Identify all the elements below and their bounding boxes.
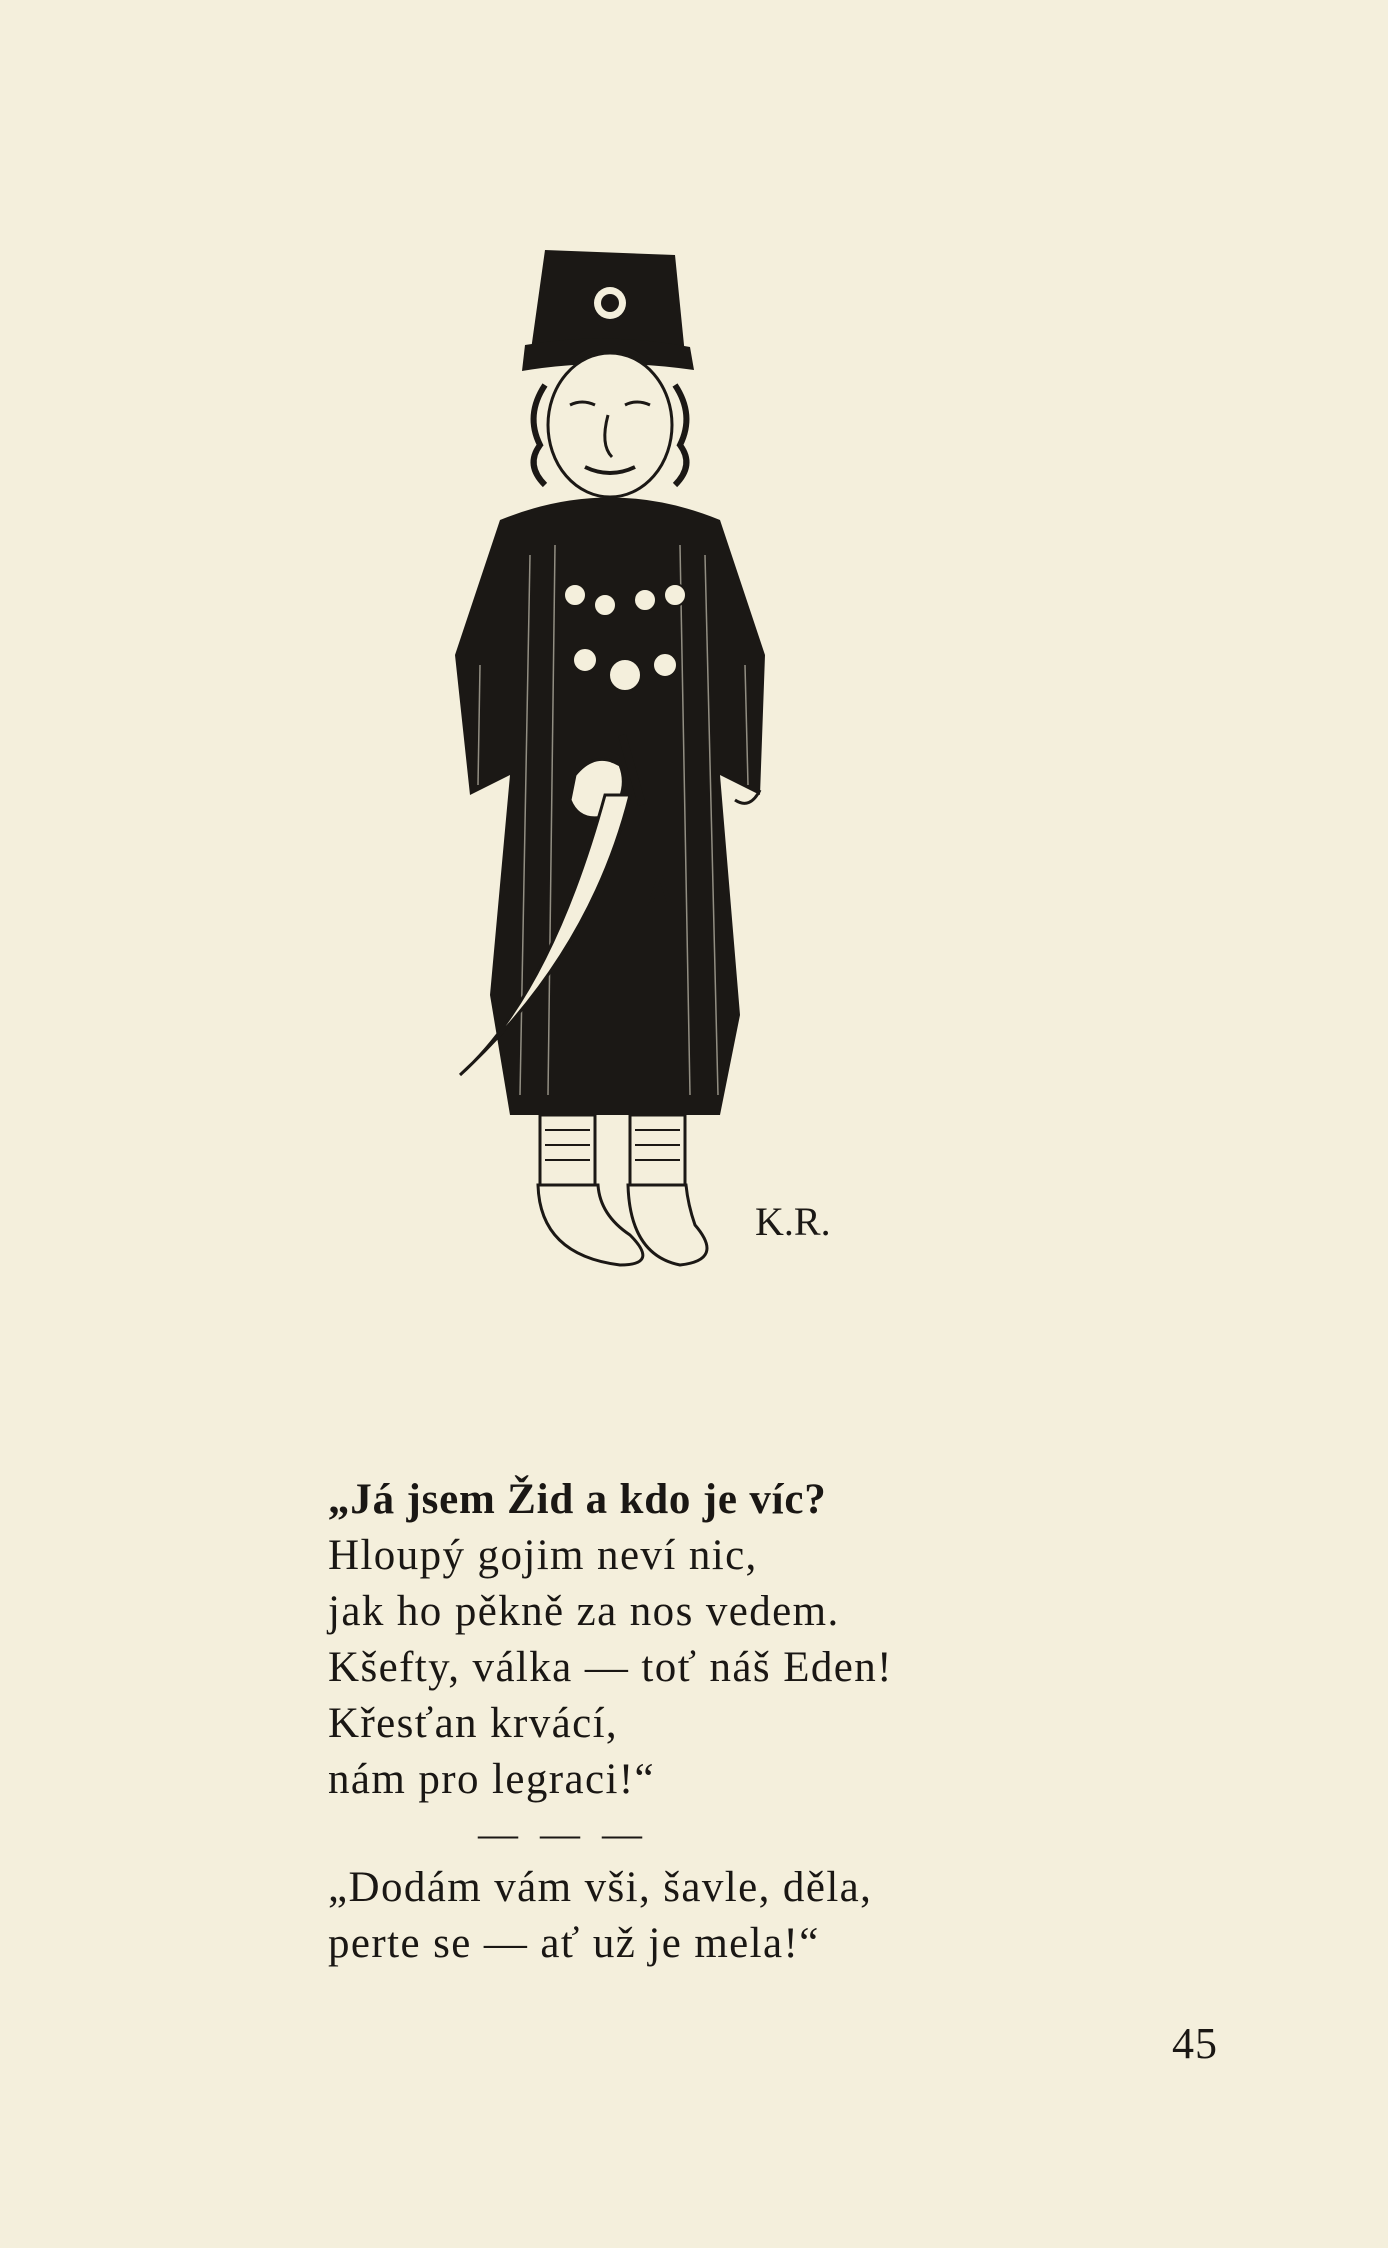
poem-line: Hloupý gojim neví nic, bbox=[328, 1532, 758, 1579]
poem bbox=[328, 1472, 1028, 1972]
poem-line: Kšefty, válka — toť náš Eden! bbox=[328, 1644, 893, 1691]
poem-line: Křesťan krvácí, bbox=[328, 1700, 619, 1747]
poem-line: perte se — ať už je mela!“ bbox=[328, 1920, 820, 1967]
stanza-divider: — — — bbox=[478, 1811, 648, 1856]
caricature-illustration bbox=[360, 235, 920, 1435]
poem-line: „Já jsem Žid a kdo je víc? bbox=[328, 1476, 827, 1523]
illustration-signature: K.R. bbox=[755, 1199, 831, 1244]
poem-line: jak ho pěkně za nos vedem. bbox=[328, 1588, 840, 1635]
poem-line: nám pro legraci!“ bbox=[328, 1756, 656, 1803]
page-number: 45 bbox=[1172, 2019, 1218, 2068]
poem-line: „Dodám vám vši, šavle, děla, bbox=[328, 1864, 873, 1911]
